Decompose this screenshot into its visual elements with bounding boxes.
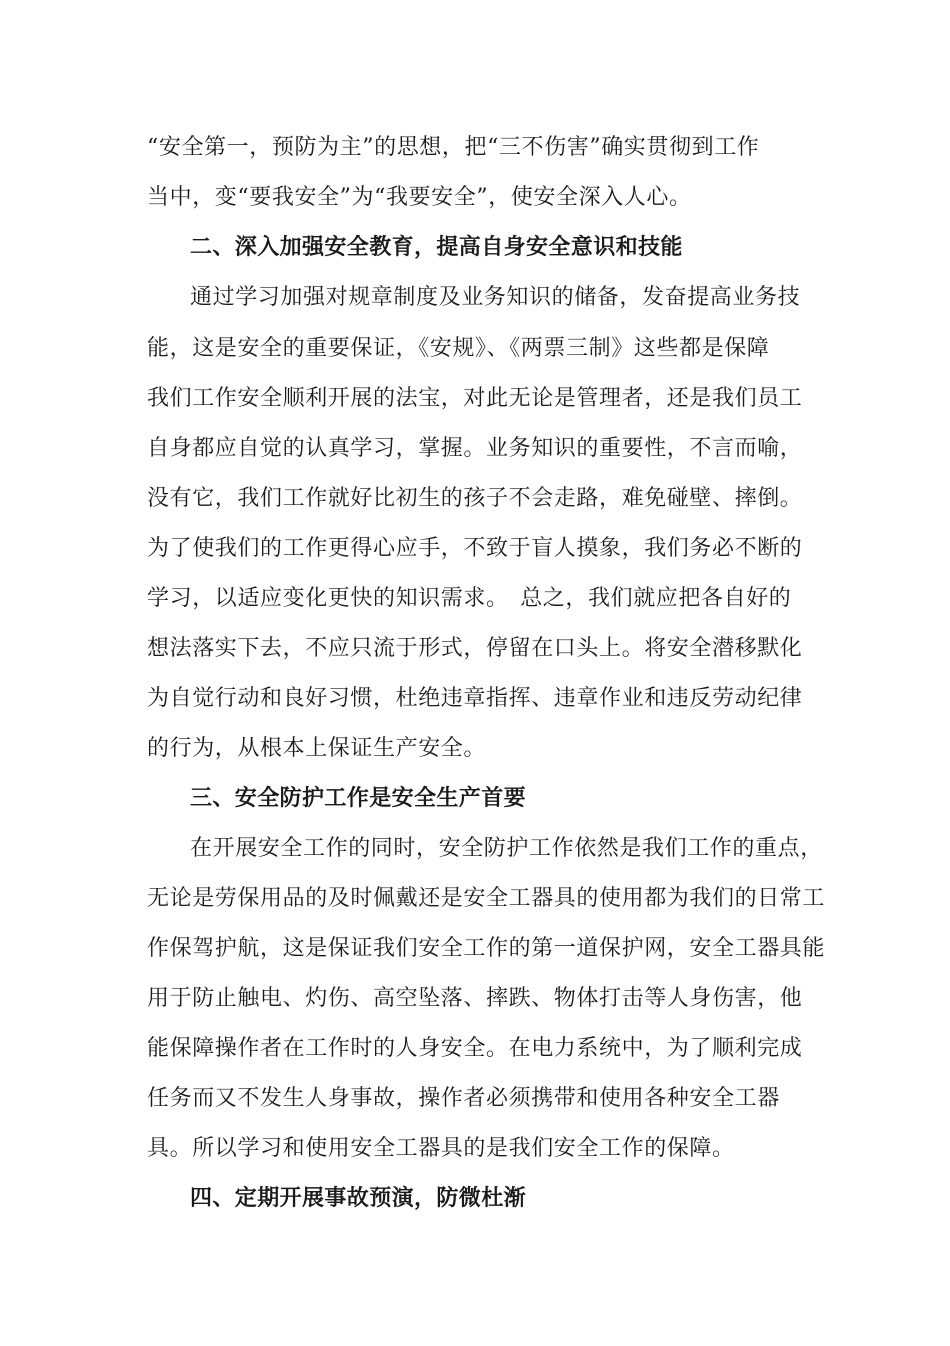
paragraph-line: 用于防止触电、灼伤、高空坠落、摔跌、物体打击等人身伤害，他 <box>147 986 803 1011</box>
section-heading-4: 四、定期开展事故预演，防微杜渐 <box>190 1186 527 1211</box>
paragraph-line: 想法落实下去，不应只流于形式，停留在口头上。将安全潜移默化 <box>147 636 803 661</box>
paragraph-line: 没有它，我们工作就好比初生的孩子不会走路，难免碰壁、摔倒。 <box>147 486 803 511</box>
paragraph-line: 为自觉行动和良好习惯，杜绝违章指挥、违章作业和违反劳动纪律 <box>147 686 803 711</box>
section-heading-3: 三、安全防护工作是安全生产首要 <box>190 786 527 811</box>
paragraph-line: 在开展安全工作的同时，安全防护工作依然是我们工作的重点， <box>190 836 823 861</box>
paragraph-line: 自身都应自觉的认真学习，掌握。业务知识的重要性，不言而喻， <box>147 436 803 461</box>
paragraph-line: 能保障操作者在工作时的人身安全。在电力系统中，为了顺利完成 <box>147 1036 803 1061</box>
paragraph-line: 作保驾护航，这是保证我们安全工作的第一道保护网，安全工器具能 <box>147 936 826 961</box>
paragraph-line: 的行为，从根本上保证生产安全。 <box>147 736 487 761</box>
paragraph-line: 当中，变“要我安全”为“我要安全”，使安全深入人心。 <box>147 185 692 210</box>
paragraph-line: 为了使我们的工作更得心应手，不致于盲人摸象，我们务必不断的 <box>147 536 803 561</box>
paragraph-line: 能，这是安全的重要保证，《安规》、《两票三制》这些都是保障 <box>147 336 770 361</box>
paragraph-line: 无论是劳保用品的及时佩戴还是安全工器具的使用都为我们的日常工 <box>147 886 826 911</box>
paragraph-line: 任务而又不发生人身事故，操作者必须携带和使用各种安全工器 <box>147 1086 780 1111</box>
paragraph-line: 学习，以适应变化更快的知识需求。 总之，我们就应把各自好的 <box>147 586 792 611</box>
section-heading-2: 二、深入加强安全教育，提高自身安全意识和技能 <box>190 235 683 260</box>
paragraph-line: 我们工作安全顺利开展的法宝，对此无论是管理者，还是我们员工 <box>147 386 803 411</box>
paragraph-line: “安全第一，预防为主”的思想，把“三不伤害”确实贯彻到工作 <box>147 135 760 160</box>
paragraph-line: 通过学习加强对规章制度及业务知识的储备，发奋提高业务技 <box>190 285 801 310</box>
paragraph-line: 具。所以学习和使用安全工器具的是我们安全工作的保障。 <box>147 1136 735 1161</box>
